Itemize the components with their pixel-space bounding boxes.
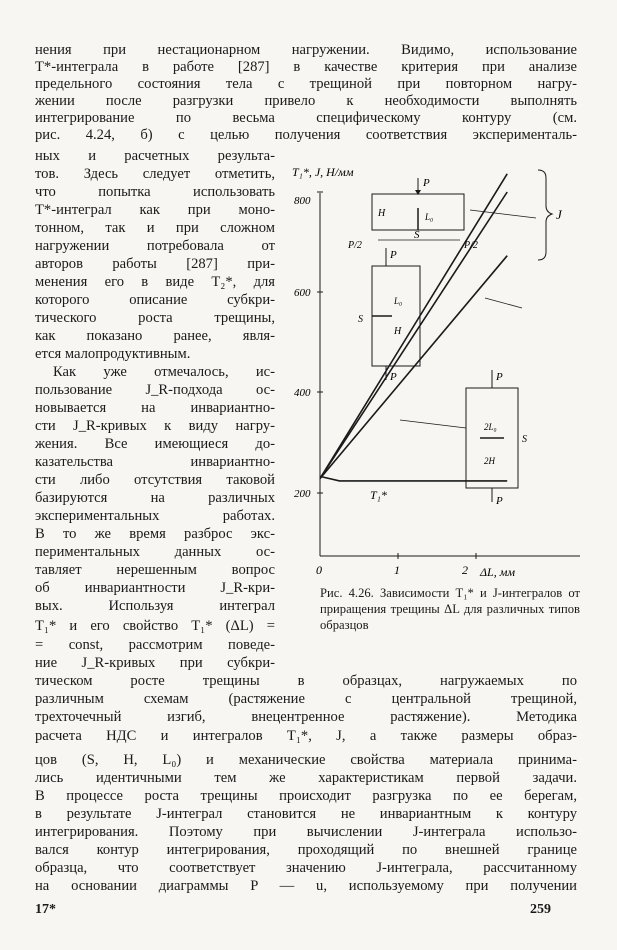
text-line: тавляет нерешенным вопрос	[35, 562, 275, 578]
text-line: образца, что соответствует значению J-интеграла, рассчитанному	[35, 860, 577, 876]
text-line: пользование J_R-подхода ос-	[35, 382, 275, 398]
y-ticks	[294, 192, 323, 500]
text-line: T*-интеграла в работе [287] в качестве критерия при анализе	[35, 59, 577, 75]
text-line: T*-интеграл как при моно-	[35, 202, 275, 218]
label-l0: L₀	[425, 212, 434, 222]
text-line: базируются на различных	[35, 490, 275, 506]
figure-4-26	[290, 158, 590, 588]
text-line: В процессе роста трещины происходит разгрузка по ее берегам,	[35, 788, 577, 804]
text-line: казательства инвариантно-	[35, 454, 275, 470]
text-line: новывается на инвариантно-	[35, 400, 275, 416]
label-p: P	[423, 177, 430, 189]
text-line: жения. Все имеющиеся до-	[35, 436, 275, 452]
text-line: нения при нестационарном нагружении. Видимо, использование	[35, 42, 577, 58]
text-line: экспериментальных работах.	[35, 508, 275, 524]
j-brace	[538, 170, 552, 260]
x-ticks	[316, 553, 476, 577]
label-l0: L₀	[394, 296, 403, 306]
y-tick-label: 600	[294, 287, 311, 299]
text-line: интегрирования. Поэтому при вычислении J-интеграла использо-	[35, 824, 577, 840]
label-2h: 2H	[484, 456, 495, 466]
figure-svg	[290, 158, 590, 588]
x-tick-label: 1	[394, 563, 400, 577]
y-tick-label: 400	[294, 387, 311, 399]
label-p: P	[390, 249, 397, 261]
text-line: вых. Используя интеграл	[35, 598, 275, 614]
y-tick-label: 800	[294, 195, 311, 207]
label-p: P	[496, 495, 503, 507]
text-line: трехточечный изгиб, внецентренное растяжение). Методика	[35, 709, 577, 725]
text-line: авторов работы [287] при-	[35, 256, 275, 272]
label-s: S	[414, 229, 420, 241]
text-line: менения его в виде T₂*, для	[35, 274, 275, 290]
label-s: S	[522, 434, 527, 445]
y-axis-label: T₁*, J, Н/мм	[292, 165, 354, 179]
text-line: жении после разгрузки привело к необходимости выполнять	[35, 93, 577, 109]
page-number: 259	[530, 902, 551, 917]
text-line: цов (S, H, L₀) и механические свойства материала принима-	[35, 752, 577, 768]
j-label: J	[556, 207, 562, 222]
text-line: на основании диаграммы P — u, используемому при получении	[35, 878, 577, 894]
leader-line	[485, 298, 522, 308]
specimen-eccentric	[358, 248, 420, 383]
text-line: интегрирование по весьма специфическому контуру (см.	[35, 110, 577, 126]
specimen-bend	[347, 177, 478, 251]
caption-text: Зависимости T₁* и J-интегралов от приращения трещины ΔL для различных типов образцов	[320, 586, 580, 632]
caption-lead: Рис. 4.26.	[320, 586, 374, 600]
label-2l0: 2L₀	[484, 422, 497, 432]
label-p: P	[390, 371, 397, 383]
text-line: ние J_R-кривых при субкри-	[35, 655, 275, 671]
text-line: тов. Здесь следует отметить,	[35, 166, 275, 182]
leader-line	[400, 420, 466, 428]
specimen-center-crack	[466, 370, 527, 507]
series-line-2	[320, 256, 507, 479]
text-line: нагружении потребовала от	[35, 238, 275, 254]
text-line: что попытка использовать	[35, 184, 275, 200]
label-h: H	[378, 208, 386, 219]
series-line-1	[320, 174, 507, 479]
text-line: различным схемам (растяжение с центральной трещиной,	[35, 691, 577, 707]
text-line: в результате J-интеграл становится не инвариантным к контуру	[35, 806, 577, 822]
text-line: сти J_R-кривых к виду нагру-	[35, 418, 275, 434]
t1-curve-label: T₁*	[370, 488, 387, 502]
text-line: лись идентичными тем же характеристикам первой задачи.	[35, 770, 577, 786]
x-tick-label: 2	[462, 563, 468, 577]
label-h: H	[394, 326, 402, 337]
signature-mark: 17*	[35, 902, 56, 917]
text-line: вался контур интегрирования, проходящий по внешней границе	[35, 842, 577, 858]
text-line: расчета НДС и интегралов T₁*, J, а также размеры образ-	[35, 728, 577, 744]
text-line: об инвариантности J_R-кри-	[35, 580, 275, 596]
text-line: тонном, так и при сложном	[35, 220, 275, 236]
text-line: В то же время разброс экс-	[35, 526, 275, 542]
series-line-3	[320, 476, 507, 481]
text-line: периментальных данных ос-	[35, 544, 275, 560]
text-line: Как уже отмечалось, ис-	[53, 364, 275, 380]
x-tick-label: 0	[316, 563, 322, 577]
label-p-half: P/2	[464, 240, 478, 251]
text-line: которого описание субкри-	[35, 292, 275, 308]
text-line: T₁* и его свойство T₁* (ΔL) =	[35, 618, 275, 634]
text-line: тического роста трещины,	[35, 310, 275, 326]
text-line: как показано ранее, явля-	[35, 328, 275, 344]
text-line: тическом росте трещины в образцах, нагружаемых по	[35, 673, 577, 689]
text-line: сти либо отсутствия таковой	[35, 472, 275, 488]
text-line: предельного состояния тела с трещиной при повторном нагру-	[35, 76, 577, 92]
curves	[320, 174, 507, 481]
y-tick-label: 200	[294, 488, 311, 500]
label-s: S	[358, 314, 363, 325]
x-axis-label: ΔL, мм	[480, 565, 516, 579]
label-p-half: P/2	[348, 240, 362, 251]
text-line: ется малопродуктивным.	[35, 346, 191, 362]
text-line: ных и расчетных результа-	[35, 148, 275, 164]
figure-caption	[320, 585, 580, 633]
text-line: рис. 4.24, б) с целью получения соответствия эксперименталь-	[35, 127, 577, 143]
label-p: P	[496, 371, 503, 383]
text-line: = const, рассмотрим поведе-	[35, 637, 275, 653]
